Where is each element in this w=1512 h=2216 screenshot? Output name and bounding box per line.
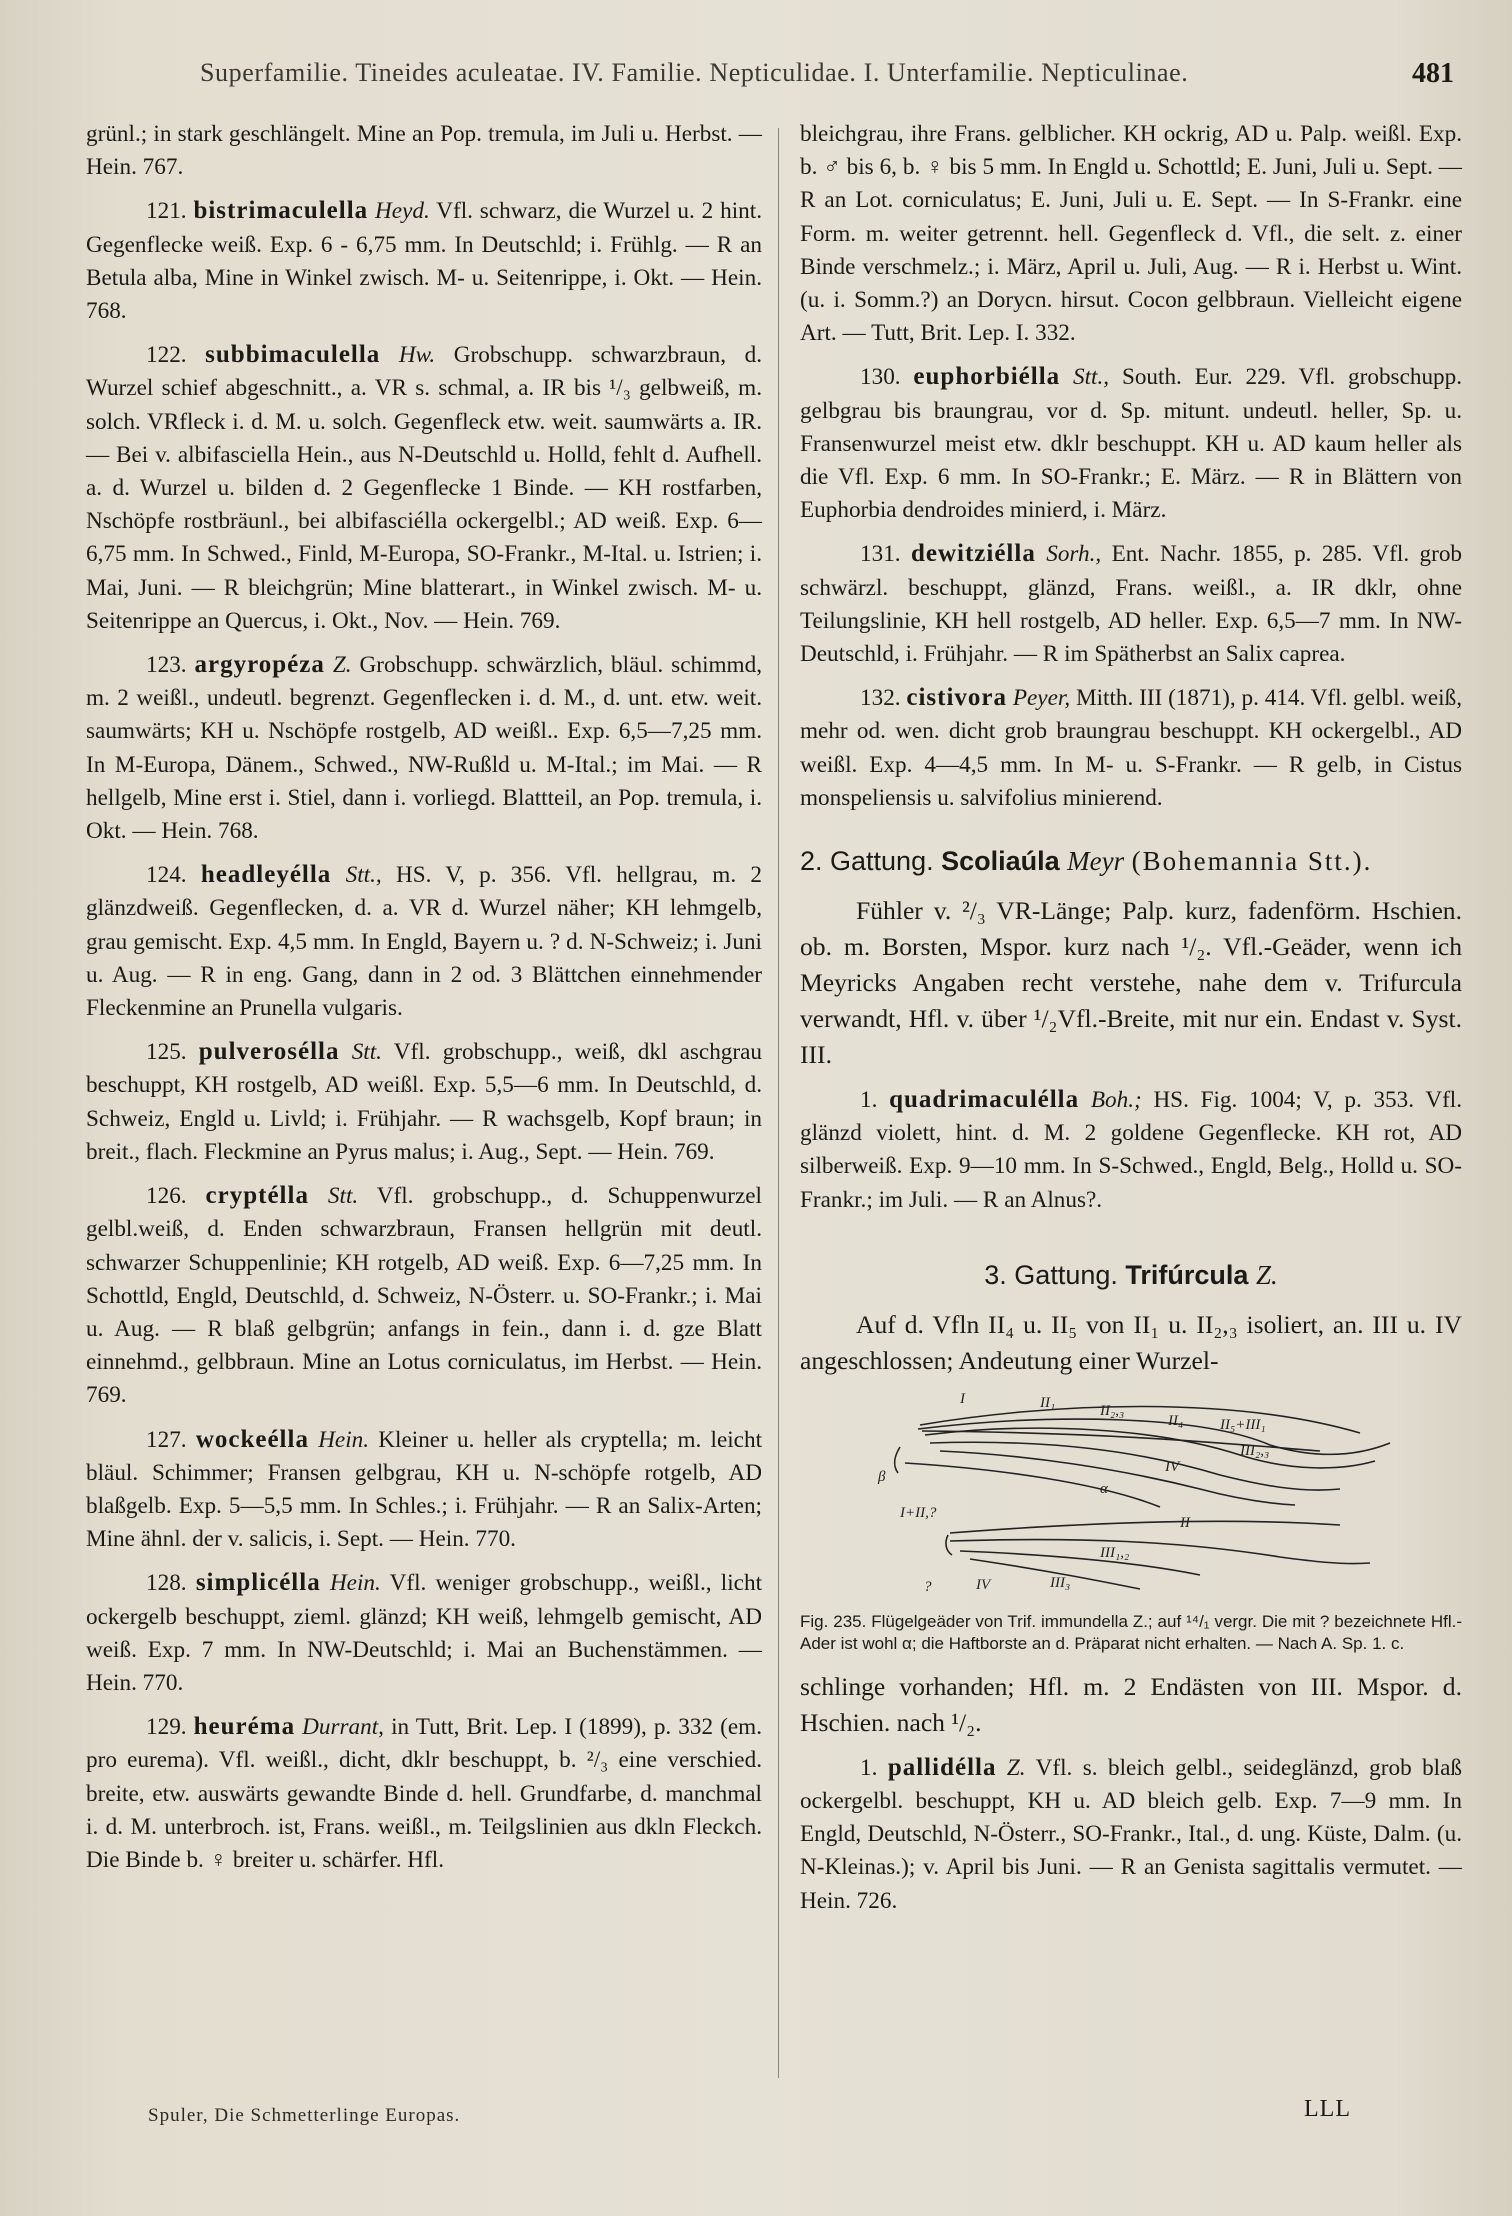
genus-prefix: 3. Gattung. xyxy=(984,1259,1118,1290)
species-author: Heyd. xyxy=(375,198,430,225)
species-author: Stt. xyxy=(351,1039,382,1066)
figure-label: II xyxy=(1180,1514,1190,1531)
entry-number: 124. xyxy=(146,862,187,889)
entry-text: Vfl. grobschupp., d. Schuppenwurzel gelbl.weiß, d. Enden schwarzbraun, Fransen hellgrün mit deutl. schwarzer Schuppenlinie; KH rotgelb, AD weiß. Exp. 6—7,25 mm. In Schottld, Engld, Deutschld, d. Schweiz, N-Österr. u. SO-Frankr.; i. Mai u. Aug. — R blaß gelbgrün; anfangs in fein., dann i. d. gze Blatt einnehmd., gelbbraun. Mine an Lotus corniculatus, im Herbst. — Hein. 769. xyxy=(86,1183,763,1409)
entry-text: Vfl. grobschupp., weiß, dkl aschgrau beschuppt, KH rostgelb, AD weißl. Exp. 5,5—6 mm. In Deutschld, d. Schweiz, Engld u. Livld; i. Frühjahr. — R wachsgelb, Kopf braun; in breit., flach. Fleckmine an Pyrus malus; i. Aug., Sept. — Hein. 769. xyxy=(86,1039,762,1165)
genus-name: Scoliaúla xyxy=(941,846,1060,877)
figure-label: β xyxy=(878,1468,886,1485)
wing-venation-drawing xyxy=(800,1385,1462,1605)
species-name: subbimaculella xyxy=(205,341,381,369)
genus-author: Z. xyxy=(1255,1259,1278,1290)
entry-text: South. Eur. 229. Vfl. grobschupp. gelbgrau bis braungrau, vor d. Sp. mitunt. undeutl. heller, Sp. u. Fransenwurzel meist etw. dklr beschuppt. KH u. AD kaum heller als die Vfl. Exp. 6 mm. In SO-Frankr.; E. März. — R in Blättern von Euphorbia dendroides minierd, i. März. xyxy=(800,364,1463,524)
species-entry xyxy=(86,858,762,1025)
species-name: cryptélla xyxy=(205,1182,309,1210)
entry-number: 127. xyxy=(146,1426,187,1453)
figure-label: I+II,? xyxy=(900,1504,937,1521)
figure-caption: Fig. 235. Flügelgeäder von Trif. immundella Z.; auf ¹⁴/₁ vergr. Die mit ? bezeichnete Hfl.-Ader ist wohl α; die Haftborste an d. Präparat nicht erhalten. — Nach A. Sp. 1. c. xyxy=(800,1611,1462,1653)
species-entry xyxy=(800,537,1462,671)
entry-text: Vfl. weniger grobschupp., weißl., licht ockergelb beschuppt, zieml. glänzd; KH weiß, lehmgelb gemischt, AD weiß. Exp. 7 mm. In NW-Deutschld; i. Mai an Buchenstämmen. — Hein. 770. xyxy=(86,1570,763,1696)
figure-label: IV xyxy=(976,1576,991,1593)
species-entry xyxy=(800,1751,1462,1918)
figure-label: II₅+III₁ xyxy=(1220,1416,1266,1433)
forewing-veins xyxy=(895,1406,1390,1507)
genus-author: Meyr xyxy=(1067,846,1125,877)
genus-heading xyxy=(800,843,1462,879)
entry-text: HS. Fig. 1004; V, p. 353. Vfl. glänzd violett, hint. d. M. 2 goldene Gegenflecke. KH rot, AD silberweiß. Exp. 9—10 mm. In S-Schwed., Engld, Belg., Holld u. SO-Frankr.; im Juli. — R an Alnus?. xyxy=(800,1087,1463,1213)
entry-continued xyxy=(86,118,762,184)
species-name: heuréma xyxy=(193,1713,296,1741)
vein-labels xyxy=(877,1391,1269,1595)
species-entry xyxy=(86,338,762,638)
species-author: Hw. xyxy=(398,342,436,369)
species-author: Boh.; xyxy=(1090,1087,1142,1114)
entry-number: 126. xyxy=(146,1183,187,1210)
species-name: headleyélla xyxy=(200,861,332,889)
entry-text: bleichgrau, ihre Frans. gelblicher. KH ockrig, AD u. Palp. weißl. Exp. b. ♂ bis 6, b. ♀ bis 5 mm. In Engld u. Schottld; E. Juni, Juli u. Sept. — R an Lot. corniculatus; E. Juni, Juli u. E. Sept. — In S-Frankr. eine Form. m. weiter getrennt. hell. Gegenfleck d. Vfl., die selt. z. einer Binde verschmelz.; i. März, April u. Juli, Aug. — R i. Herbst u. Wint. (u. i. Somm.?) an Dorycn. hirsut. Cocon gelbbraun. Vielleicht eigene Art. — Tutt, Brit. Lep. I. 332. xyxy=(800,121,1462,347)
genus-description xyxy=(800,893,1462,1073)
species-entry xyxy=(86,1710,762,1877)
left-column xyxy=(86,118,762,1887)
species-name: pulverosélla xyxy=(198,1038,340,1066)
species-entry xyxy=(86,1035,762,1169)
species-author: Z. xyxy=(332,652,352,679)
genus-text: schlinge vorhanden; Hfl. m. 2 Endästen von III. Mspor. d. Hschien. nach ¹/₂. xyxy=(800,1671,1462,1737)
species-name: wockeélla xyxy=(195,1425,309,1453)
figure-label: I xyxy=(960,1390,965,1407)
genus-heading xyxy=(800,1257,1462,1293)
signature-mark: LLL xyxy=(1304,2096,1351,2122)
genus-name: Trifúrcula xyxy=(1125,1259,1249,1290)
species-author: Stt., xyxy=(345,862,382,889)
page-number: 481 xyxy=(1412,58,1454,89)
species-entry xyxy=(800,360,1462,527)
entry-number: 129. xyxy=(146,1714,187,1741)
column-rule xyxy=(778,128,779,2078)
genus-text: Auf d. Vfln II₄ u. II₅ von II₁ u. II₂,₃ isoliert, an. III u. IV angeschlossen; Andeutung einer Wurzel- xyxy=(800,1309,1462,1375)
genus-description-cont xyxy=(800,1669,1462,1741)
entry-text: Kleiner u. heller als cryptella; m. leicht bläul. Schimmer; Fransen gelbgrau, KH u. N-schöpfe rotgelb, AD blaßgelb. Exp. 5—5,5 mm. In Schles.; i. Frühjahr. — R an Salix-Arten; Mine ähnl. der v. salicis, i. Sept. — Hein. 770. xyxy=(86,1426,763,1553)
species-name: quadrimaculélla xyxy=(889,1086,1080,1114)
entry-text: Vfl. schwarz, die Wurzel u. 2 hint. Gegenflecke weiß. Exp. 6 - 6,75 mm. In Deutschld; i. Frühlg. — R an Betula alba, Mine in Winkel zwisch. M- u. Seitenrippe, i. Okt. — Hein. 768. xyxy=(86,198,762,325)
species-author: Hein. xyxy=(318,1426,370,1453)
running-head: Superfamilie. Tineides aculeatae. IV. Familie. Nepticulidae. I. Unterfamilie. Nepticulinae. xyxy=(200,58,1189,87)
right-column xyxy=(800,118,1462,1928)
figure-label: ? xyxy=(924,1578,932,1595)
entry-text: Grobschupp. schwärzlich, bläul. schimmd, m. 2 weißl., undeutl. begrenzt. Gegenflecken i. d. M., d. unt. etw. weit. saumwärts; KH u. Nschöpfe rostgelb, AD weißl.. Exp. 6,5—7,25 mm. In M-Europa, Dänem., Schwed., NW-Rußld u. M-Ital.; im Mai. — R hellgelb, Mine erst i. Stiel, dann i. vorliegd. Blattteil, an Pop. tremula, i. Okt. — Hein. 768. xyxy=(86,652,762,845)
figure-label: III₂,₃ xyxy=(1240,1442,1270,1459)
entry-continued xyxy=(800,118,1462,350)
figure-label: α xyxy=(1100,1480,1108,1497)
species-author: Durrant, xyxy=(302,1714,384,1741)
species-entry xyxy=(86,648,762,848)
entry-number: 131. xyxy=(860,541,901,568)
species-entry xyxy=(800,681,1462,815)
entry-number: 123. xyxy=(146,652,187,679)
species-name: simplicélla xyxy=(195,1569,321,1597)
entry-number: 1. xyxy=(860,1087,878,1114)
species-author: Z. xyxy=(1006,1754,1026,1781)
figure-label: III₁,₂ xyxy=(1100,1544,1130,1561)
species-author: Hein. xyxy=(329,1570,381,1597)
footer-source: Spuler, Die Schmetterlinge Europas. xyxy=(148,2105,461,2126)
species-name: euphorbiélla xyxy=(913,363,1061,391)
entry-text: in Tutt, Brit. Lep. I (1899), p. 332 (em. pro eurema). Vfl. weißl., dicht, dklr beschuppt, b. ²/₃ eine verschied. breite, etw. auswärts gewandte Binde d. hell. Grundfarbe, d. manchmal i. d. M. unterbroch. ist, Frans. weißl., m. Teilgslinien aus dkln Fleckch. Die Binde b. ♀ breiter u. schärfer. Hfl. xyxy=(86,1714,762,1873)
species-name: bistrimaculella xyxy=(193,197,369,225)
entry-text: HS. V, p. 356. Vfl. hellgrau, m. 2 glänzdweiß. Gegenflecken, d. a. VR d. Wurzel näher; KH lehmgelb, grau gemischt. Exp. 4,5 mm. In Engld, Bayern u. ? d. N-Schweiz; i. Juni u. Aug. — R in eng. Gang, dann in 2 od. 3 Blättchen einnehmender Fleckenmine an Prunella vulgaris. xyxy=(86,862,763,1022)
species-author: Stt., xyxy=(1073,364,1110,391)
entry-number: 132. xyxy=(860,685,901,712)
entry-text: Ent. Nachr. 1855, p. 285. Vfl. grob schwärzl. beschuppt, glänzd, Frans. weißl., a. IR dklr, ohne Teilungslinie, KH hell rostgelb, AD heller. Exp. 6,5—7 mm. In NW-Deutschld, i. Frühjahr. — R im Spätherbst an Salix caprea. xyxy=(800,541,1463,668)
species-entry xyxy=(86,194,762,328)
species-author: Peyer, xyxy=(1012,685,1071,712)
species-name: cistivora xyxy=(906,684,1008,712)
species-name: pallidélla xyxy=(887,1753,997,1781)
species-name: argyropéza xyxy=(194,651,325,679)
genus-text: Fühler v. ²/₃ VR-Länge; Palp. kurz, fadenförm. Hschien. ob. m. Borsten, Mspor. kurz nach ¹/₂. Vfl.-Geäder, wenn ich Meyricks Angaben recht verstehe, nahe dem v. Trifurcula verwandt, Hfl. v. über ¹/₂Vfl.-Breite, mit nur ein. Endast v. Syst. III. xyxy=(800,896,1462,1070)
entry-number: 121. xyxy=(146,198,187,225)
entry-number: 128. xyxy=(146,1570,187,1597)
species-entry xyxy=(86,1179,762,1412)
entry-text: Grobschupp. schwarzbraun, d. Wurzel schief abgeschnitt., a. VR s. schmal, a. IR bis ¹/₃ gelbweiß, m. solch. VRfleck i. d. M. u. solch. Gegenfleck etw. weit. saumwärts a. IR. — Bei v. albifasciella Hein., aus N-Deutschld u. Holld, fehlt d. Aufhell. a. d. Wurzel u. bilden d. 2 Gegenflecke 1 Binde. — KH rostfarben, Nschöpfe rostbräunl., bei albifasciélla ockergelbl.; AD weiß. Exp. 6—6,75 mm. In Schwed., Finld, M-Europa, SO-Frankr., M-Ital. u. Istrien; i. Mai, Juni. — R bleichgrün; Mine blatterart., in Winkel zwisch. M- u. Seitenrippe an Quercus, i. Okt., Nov. — Hein. 769. xyxy=(86,342,762,634)
hindwing-veins xyxy=(946,1521,1370,1589)
entry-number: 1. xyxy=(860,1754,878,1781)
figure-label: II₁ xyxy=(1040,1394,1056,1411)
wing-venation-figure xyxy=(800,1385,1462,1605)
species-name: dewitziélla xyxy=(910,540,1036,568)
species-entry xyxy=(86,1566,762,1700)
species-entry xyxy=(800,1083,1462,1217)
entry-text: Mitth. III (1871), p. 414. Vfl. gelbl. weiß, mehr od. wen. dicht grob braungrau beschuppt. KH ockergelbl., AD weißl. Exp. 4—4,5 mm. In M- u. S-Frankr. — R gelb, in Cistus monspeliensis u. salvifolius minierend. xyxy=(800,685,1463,811)
figure-label: III₃ xyxy=(1050,1574,1071,1591)
genus-description xyxy=(800,1307,1462,1379)
species-author: Stt. xyxy=(327,1183,359,1210)
genus-prefix: 2. Gattung. xyxy=(800,846,934,877)
figure-label: II₄ xyxy=(1168,1412,1184,1429)
genus-synonym: (Bohemannia Stt.). xyxy=(1131,846,1373,877)
species-entry xyxy=(86,1423,762,1557)
figure-label: IV xyxy=(1165,1458,1180,1475)
entry-text: Vfl. s. bleich gelbl., seideglänzd, grob blaß ockergelbl. beschuppt, KH u. AD bleich gelb. Exp. 7—9 mm. In Engld, Deutschld, N-Österr., SO-Frankr., Ital., d. ung. Küste, Dalm. (u. N-Kleinas.); v. April bis Juni. — R an Genista sagittalis vermutet. — Hein. 726. xyxy=(800,1754,1463,1914)
species-author: Sorh., xyxy=(1046,541,1102,568)
entry-number: 122. xyxy=(146,342,187,369)
entry-text: grünl.; in stark geschlängelt. Mine an Pop. tremula, im Juli u. Herbst. — Hein. 767. xyxy=(86,121,762,181)
entry-number: 130. xyxy=(860,364,901,391)
figure-label: II₂,₃ xyxy=(1100,1402,1125,1419)
entry-number: 125. xyxy=(146,1039,187,1066)
